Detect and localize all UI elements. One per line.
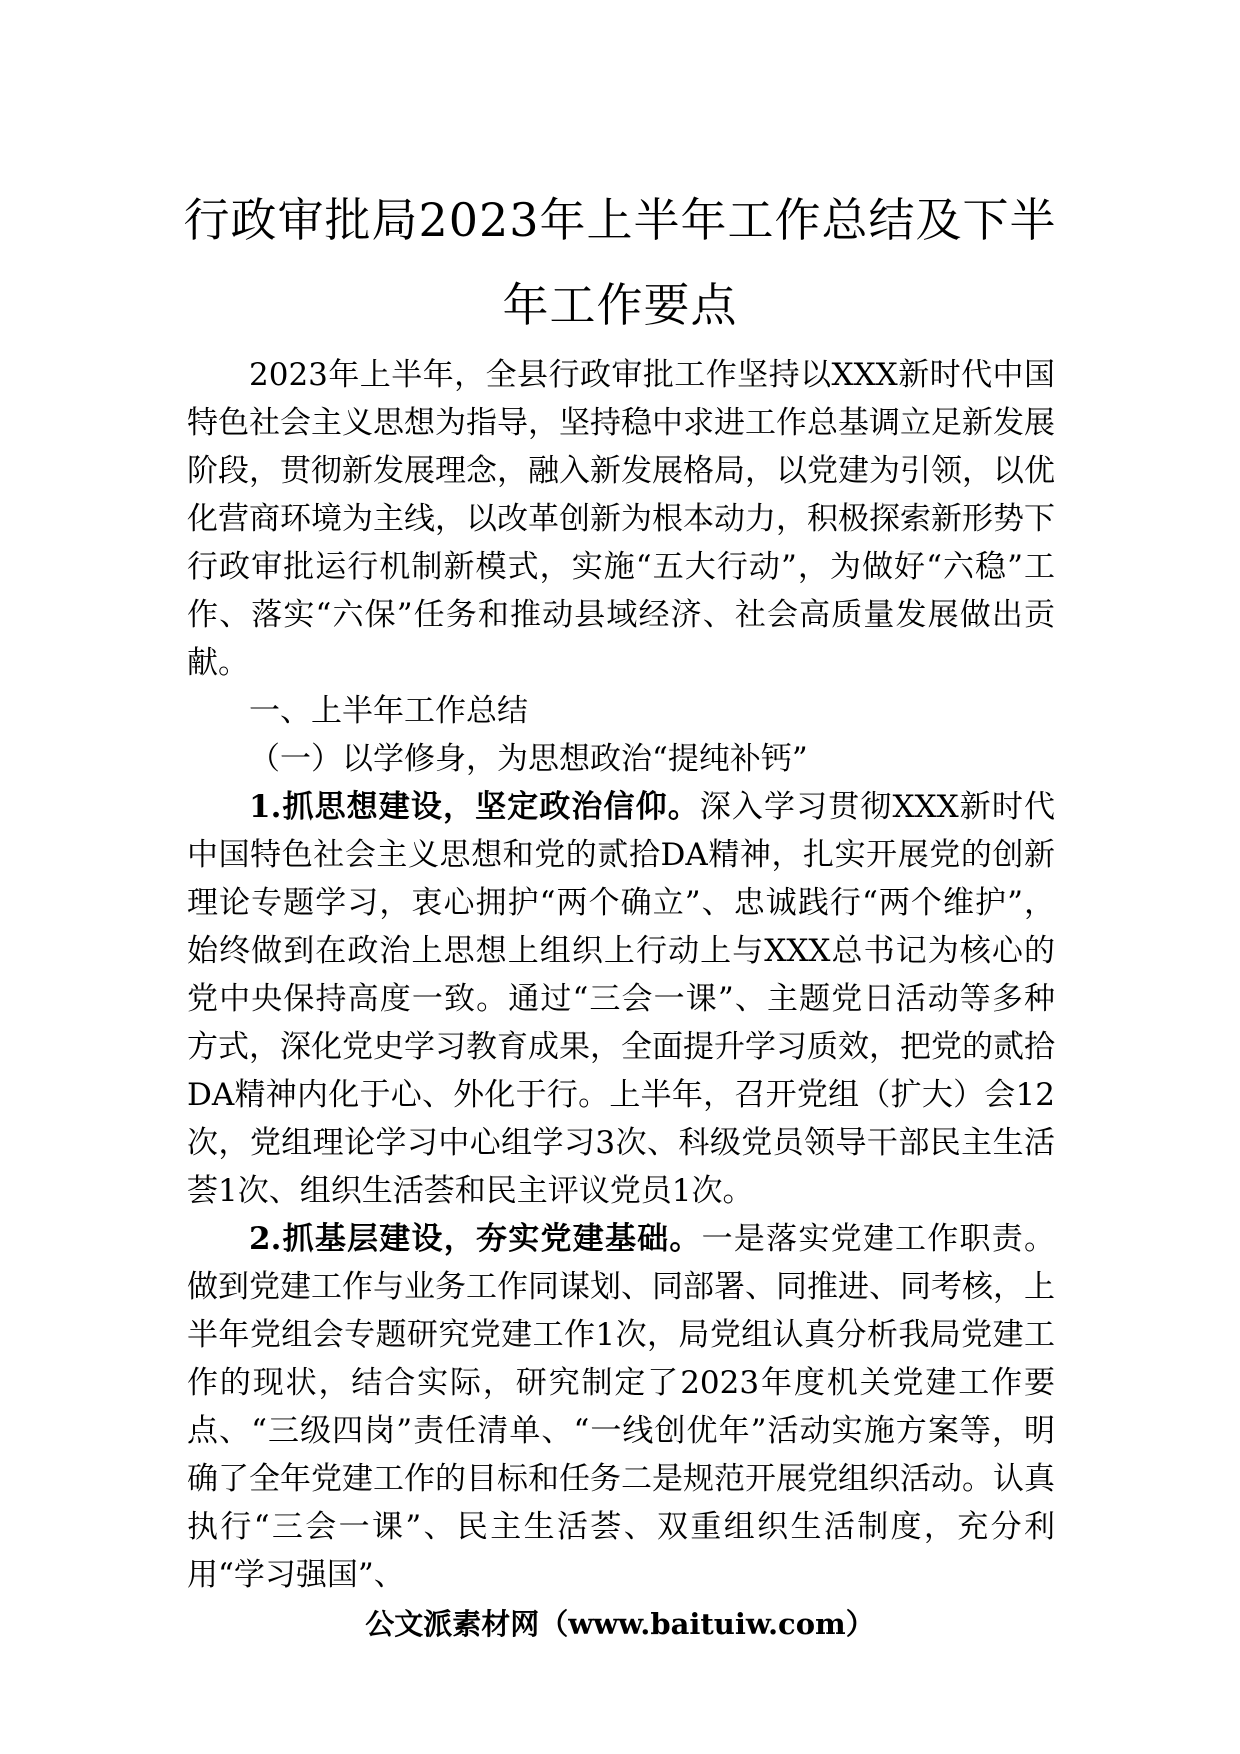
document-title-line-2: 年工作要点 [502, 278, 738, 332]
item-2-text: 一是落实党建工作职责。做到党建工作与业务工作同谋划、同部署、同推进、同考核，上半年党组会专题研究党建工作1次，局党组认真分析我局党建工作的现状，结合实际，研究制定了2023年度机关党建工作要点、“三级四岗”责任清单、“一线创优年”活动实施方案等，明确了全年党建工作的目标和任务二是规范开展党组织活动。认真执行“三会一课”、民主生活荟、双重组织生活制度，充分利用“学习强国”、 [187, 1221, 1055, 1593]
document-body [187, 351, 1055, 1599]
subsection-heading: （一）以学修身，为思想政治“提纯补钙” [249, 741, 808, 777]
section-heading: 一、上半年工作总结 [249, 693, 528, 729]
item-1-paragraph [187, 783, 1055, 1215]
item-1-text: 深入学习贯彻XXX新时代中国特色社会主义思想和党的贰拾DA精神，扎实开展党的创新理论专题学习，衷心拥护“两个确立”、忠诚践行“两个维护”，始终做到在政治上思想上组织上行动上与XXX总书记为核心的党中央保持高度一致。通过“三会一课”、主题党日活动等多种方式，深化党史学习教育成果，全面提升学习质效，把党的贰拾DA精神内化于心、外化于行。上半年，召开党组（扩大）会12次，党组理论学习中心组学习3次、科级党员领导干部民主生活荟1次、组织生活荟和民主评议党员1次。 [187, 789, 1055, 1209]
footer-watermark: 公文派素材网（www.baituiw.com） [365, 1607, 875, 1641]
document-title-line-1: 行政审批局2023年上半年工作总结及下半 [183, 193, 1057, 247]
item-2-heading: 2.抓基层建设，夯实党建基础。 [249, 1221, 702, 1257]
intro-paragraph: 2023年上半年，全县行政审批工作坚持以XXX新时代中国特色社会主义思想为指导，坚持稳中求进工作总基调立足新发展阶段，贯彻新发展理念，融入新发展格局，以党建为引领，以优化营商环境为主线，以改革创新为根本动力，积极探索新形势下行政审批运行机制新模式，实施“五大行动”，为做好“六稳”工作、落实“六保”任务和推动县域经济、社会高质量发展做出贡献。 [187, 357, 1055, 681]
item-2-paragraph [187, 1215, 1055, 1599]
item-1-heading: 1.抓思想建设，坚定政治信仰。 [249, 789, 700, 825]
